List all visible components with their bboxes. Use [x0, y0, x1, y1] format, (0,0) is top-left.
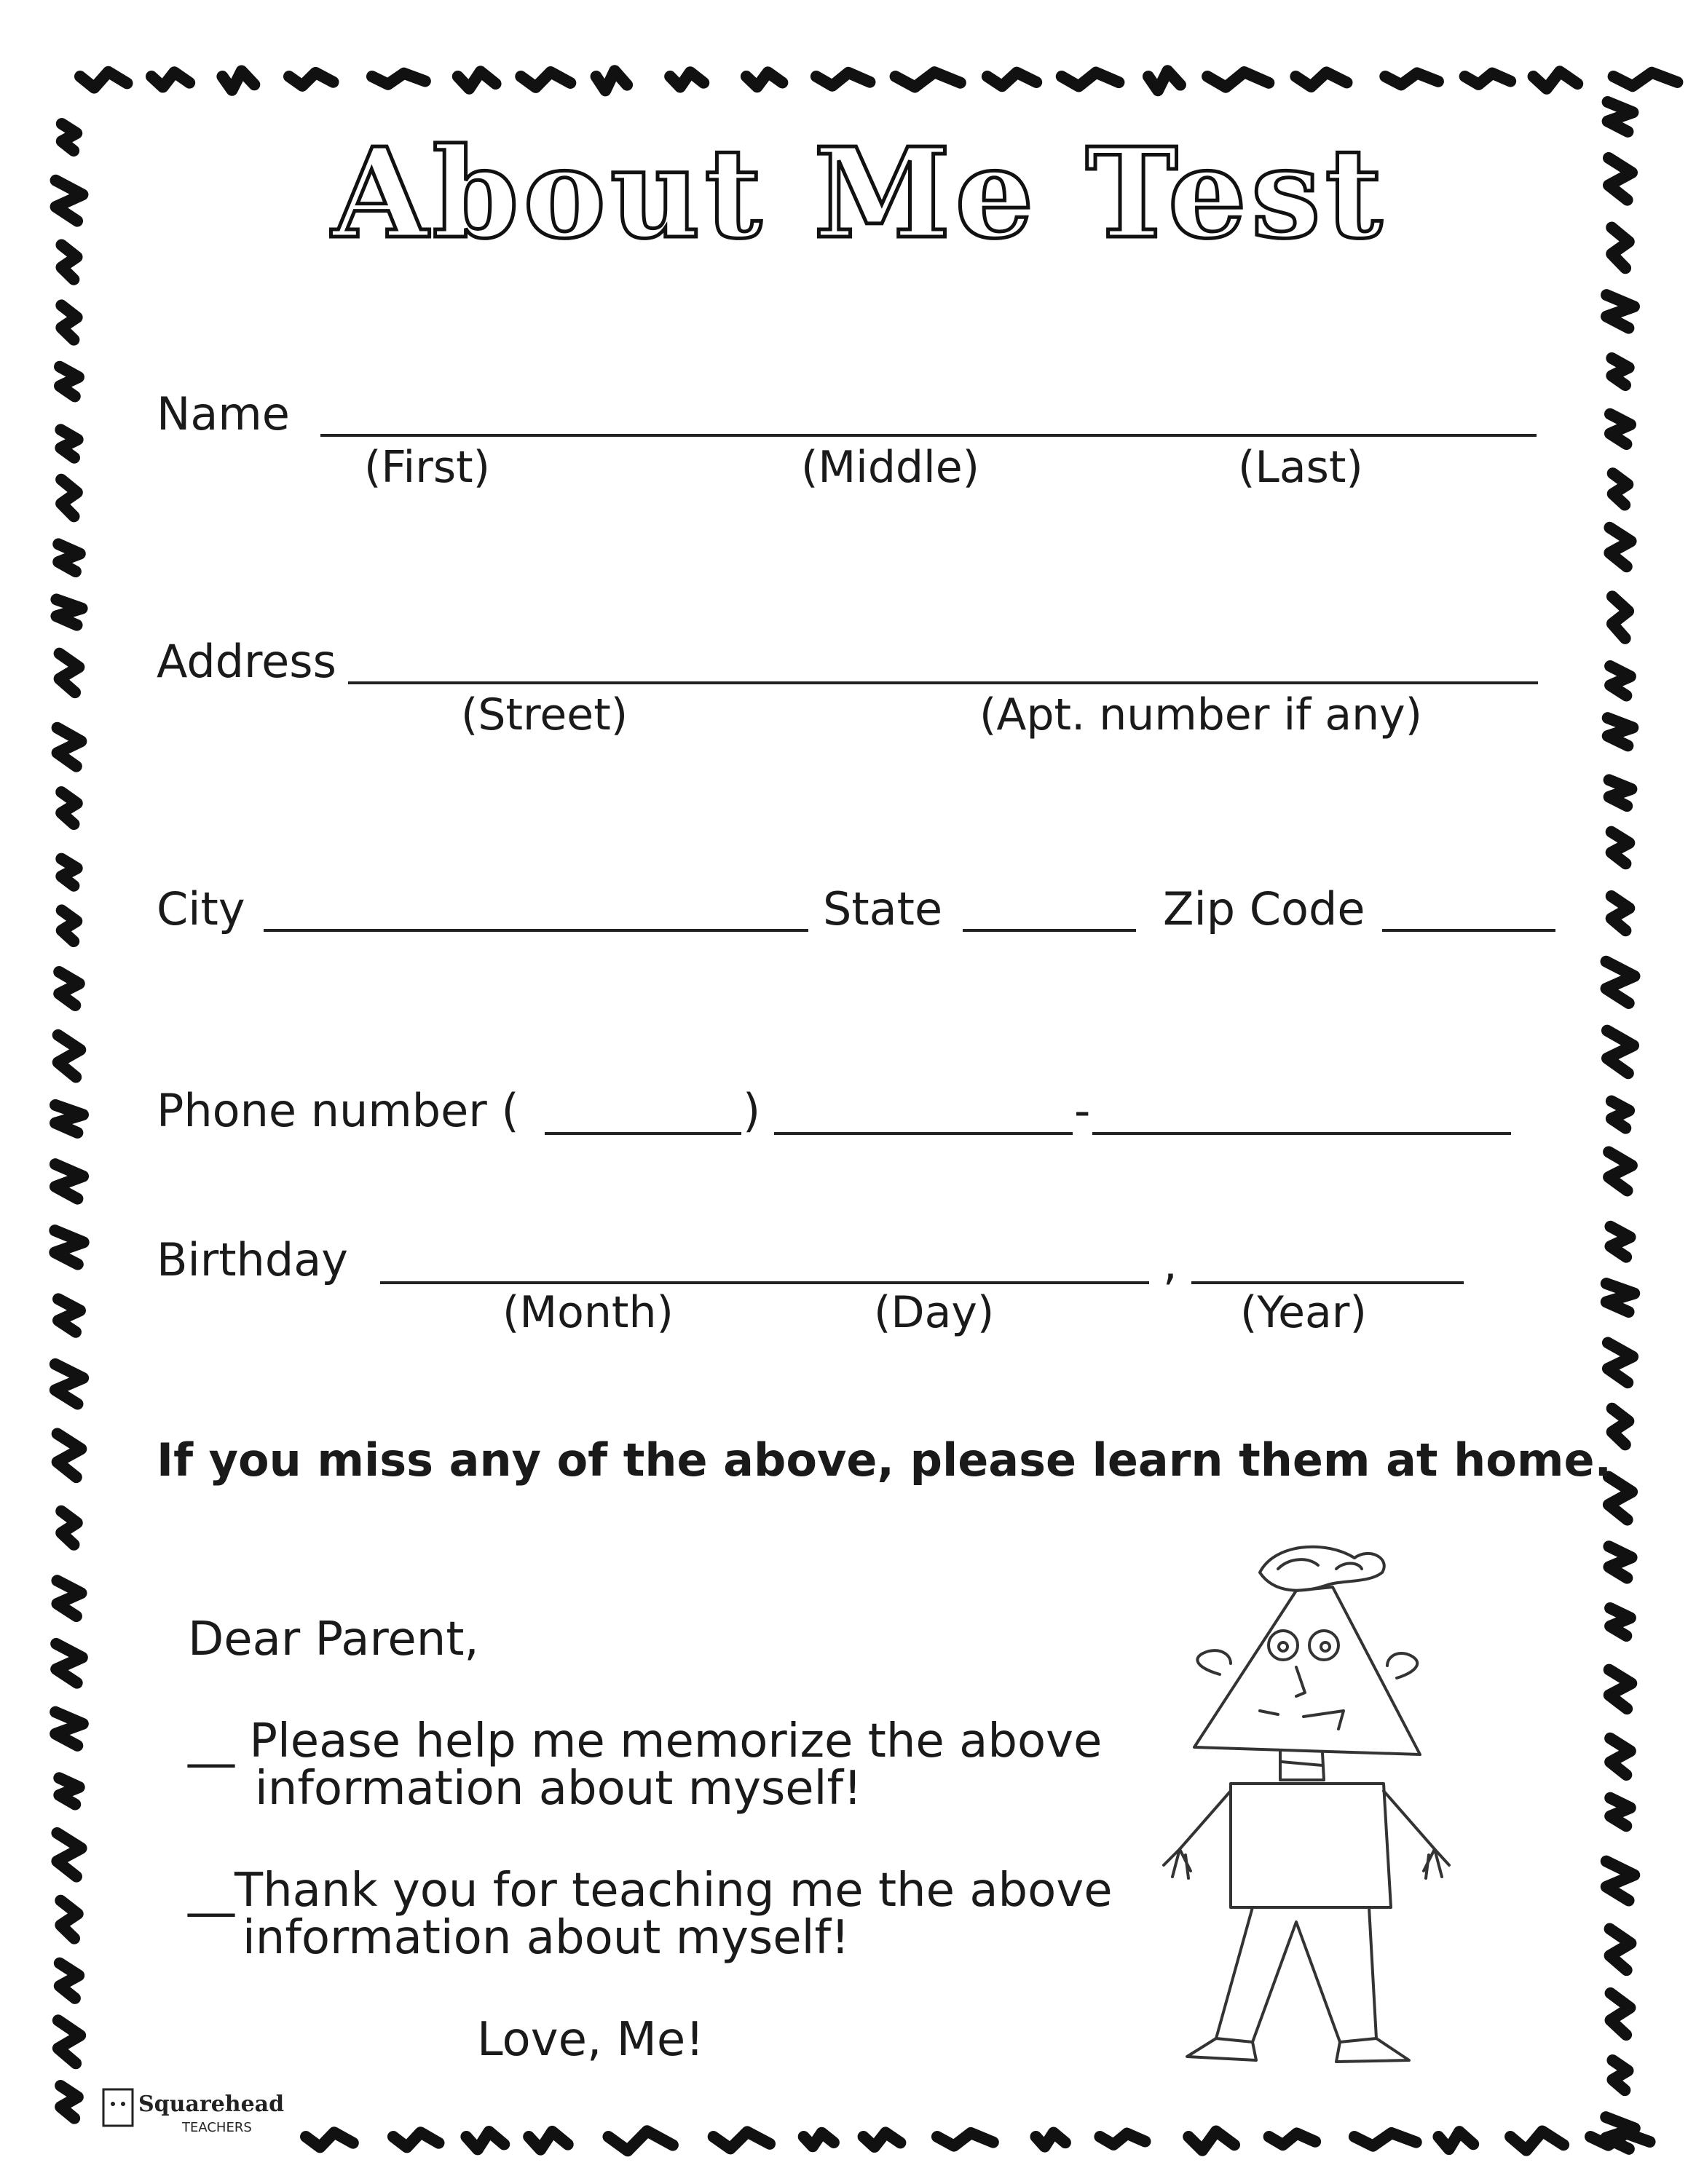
zip-code-label: Zip Code [1163, 882, 1365, 935]
address-apt-caption: (Apt. number if any) [979, 689, 1423, 740]
logo-mark-icon [102, 2082, 291, 2140]
name-last-caption: (Last) [1238, 442, 1363, 493]
state-label: State [823, 882, 943, 935]
birthday-day-caption: (Day) [874, 1287, 995, 1338]
address-field[interactable] [348, 681, 1538, 684]
page-title [320, 127, 1398, 273]
name-label: Name [157, 387, 290, 440]
svg-text:TEACHERS: TEACHERS [182, 2120, 252, 2135]
name-first-caption: (First) [364, 442, 491, 493]
address-label: Address [157, 635, 336, 688]
letter-option-thanks-line1[interactable]: __Thank you for teaching me the above [188, 1864, 1113, 1918]
birthday-year-caption: (Year) [1240, 1287, 1367, 1338]
letter-greeting: Dear Parent, [188, 1613, 479, 1666]
svg-text:Squarehead: Squarehead [138, 2092, 285, 2117]
learn-at-home-warning: If you miss any of the above, please learn them at home. [157, 1433, 1612, 1487]
phone-area-code-field[interactable] [545, 1132, 741, 1135]
child-drawing-illustration [1151, 1529, 1529, 2082]
city-field[interactable] [264, 929, 808, 932]
birthday-year-field[interactable] [1191, 1281, 1464, 1284]
zip-code-field[interactable] [1382, 929, 1555, 932]
letter-option-memorize-line1[interactable]: __ Please help me memorize the above [188, 1714, 1103, 1768]
name-middle-caption: (Middle) [801, 442, 980, 493]
city-label: City [157, 882, 245, 935]
address-street-caption: (Street) [461, 689, 628, 740]
squarehead-teachers-logo [102, 2082, 291, 2140]
phone-line-number-field[interactable] [1092, 1132, 1511, 1135]
phone-prefix-field[interactable] [774, 1132, 1073, 1135]
birthday-month-day-field[interactable] [380, 1281, 1149, 1284]
phone-label: Phone number ( [157, 1084, 519, 1137]
birthday-month-caption: (Month) [502, 1287, 674, 1338]
page-title-text: About Me Test [331, 127, 1387, 266]
letter-option-memorize-line2: information about myself! [255, 1762, 862, 1816]
name-field[interactable] [320, 434, 1537, 437]
birthday-comma: , [1163, 1237, 1178, 1290]
letter-signoff: Love, Me! [477, 2013, 704, 2067]
phone-dash: - [1074, 1084, 1091, 1137]
state-field[interactable] [963, 929, 1136, 932]
letter-option-thanks-line2: information about myself! [242, 1911, 850, 1965]
phone-close-paren: ) [743, 1084, 761, 1137]
birthday-label: Birthday [157, 1233, 348, 1286]
